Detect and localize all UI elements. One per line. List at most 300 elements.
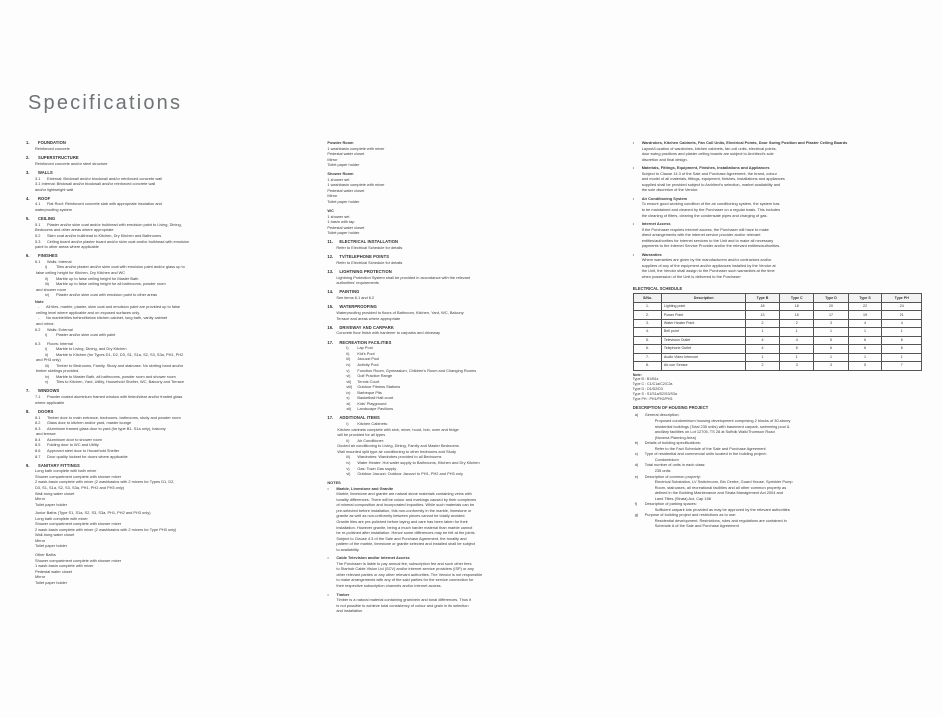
sanitary-block (327, 208, 614, 236)
spec-line-continuation: and terrace (36, 431, 56, 437)
description-item-marker: c) (634, 451, 638, 457)
sanitary-block-heading: Shower Room (327, 171, 354, 177)
table-cell: 1 (848, 328, 882, 336)
sanitary-block-line: Mirror (327, 156, 338, 162)
spec-line-marker: i) (346, 421, 349, 427)
schedule-legend-title: Note: (632, 372, 642, 377)
spec-line-text: 3.1 Internal: Brickwall and/or blockwall and/or reinforced concrete wall (35, 181, 156, 187)
disclaimer-text: suppliers of any of the equipment and/or appliances installed by the Vendor at (641, 262, 776, 268)
spec-line-text: Toilet paper holder (35, 579, 68, 585)
spec-line-marker: 8.6 (35, 447, 41, 453)
note-body (336, 592, 614, 614)
spec-line-text: Glass door to kitchen and/or yard, master lounge (47, 420, 132, 426)
spec-section-number: 11. (327, 239, 334, 245)
note-text: The Purchaser is liable to pay annual fee, subscription fee and such other fees (336, 560, 472, 566)
table-cell: 1 (882, 353, 922, 361)
spec-section-title: WATERPROOFING (339, 304, 377, 310)
table-header-cell: Type D (814, 294, 848, 302)
spec-line-marker: v) (346, 465, 350, 471)
table-cell: 4 (882, 319, 922, 327)
disclaimer-text: Where warranties are given by the manufacturers and/or contractors and/or (641, 257, 772, 263)
table-cell: 1 (814, 328, 848, 336)
spec-line-marker: ii) (346, 437, 350, 443)
note-text: Marble, limestone and granite are natural stone materials containing veins with (336, 491, 472, 497)
note-spacer (327, 614, 614, 617)
disclaimer-title: Warranties (641, 251, 662, 257)
sanitary-block-line: Toilet paper holder (327, 162, 360, 168)
spec-line-text: Ceiling board and/or plaster board and/or skim coat and/or bulkhead with emulsion (47, 238, 190, 244)
table-cell: 1 (780, 328, 814, 336)
page-title: Specifications (28, 92, 183, 114)
schedule-legend-line: Type PH : PH1/PH2/PH3 (632, 396, 673, 401)
spec-line-text: paint to other areas where applicable (35, 244, 99, 250)
disclaimer-text: when possession of the Unit is delivered to the Purchaser (641, 274, 741, 280)
table-cell: 15 (780, 311, 814, 319)
spec-line (327, 471, 614, 477)
spec-line-text: Marble to Master Bath, all bathrooms, powder room and shower room (56, 373, 176, 379)
note-title: Marble, Limestone and Granite (336, 485, 394, 491)
spec-line-marker: ii) (45, 275, 49, 281)
description-item (633, 451, 922, 462)
spec-section-title: LIGHTNING PROTECTION (339, 268, 392, 274)
sanitary-block-line: Toilet paper holder (327, 198, 360, 204)
spec-note-heading: Note (35, 298, 44, 304)
spec-section-number: 12. (327, 254, 334, 260)
spec-line-text: Shower compartment complete with shower mixer (35, 557, 122, 563)
table-row (633, 319, 921, 327)
table-cell: 4 (848, 319, 882, 327)
table-cell: 3 (814, 319, 848, 327)
table-cell: 1 (848, 353, 882, 361)
disclaimer-text: Layout/Location of wardrobes, kitchen cabinets, fan coil units, electrical points, (641, 145, 777, 151)
disclaimer-title: Wardrobes, Kitchen Cabinets, Fan Coil Units, Electrical Points, Door Swing Position and Plaster Ceiling Boards (641, 140, 848, 145)
spec-line-text: Activity Pool (357, 361, 379, 367)
disclaimer-spacer (633, 280, 922, 283)
table-cell: Television Outlet (662, 336, 745, 344)
spec-line-text: Folding door to WC and Utility (47, 442, 99, 448)
disclaimer-text: Subject to Clause 14.3 of the Sale and Purchase Agreement, the brand, colour (641, 170, 777, 176)
spec-section (327, 269, 614, 286)
description-item-body (645, 412, 922, 440)
spec-line-continuation: Wall mounted split type air conditioning to other bedrooms and Study (337, 448, 456, 454)
spec-line-marker: i) (45, 332, 48, 338)
spec-section (26, 196, 309, 213)
spec-line-text: Walls: Internal (47, 258, 72, 264)
spec-line-text: Pedestal water closet (35, 568, 72, 574)
sanitary-block-heading: WC (327, 208, 334, 214)
disclaimer-item (633, 252, 922, 280)
spec-line-continuation: and mirror. (36, 320, 55, 326)
spec-line-text: Air Conditioner: (357, 437, 385, 443)
spec-line-text: Terrace and areas where appropriate (336, 315, 401, 321)
spec-section (26, 140, 309, 151)
table-cell: 5 (848, 362, 882, 370)
spec-line-text: Lap Pool (357, 345, 373, 351)
table-cell: 5 (780, 345, 814, 353)
note-text: Timber is a natural material containing grain/vein and tonal differences. Thus it (336, 597, 472, 603)
spec-line-marker: 8.5 (35, 442, 41, 448)
description-item-title: Description of common property: (644, 473, 701, 479)
spec-line-text: Outdoor Jacuzzi: Outdoor Jacuzzi to PH1, PH2 and PH3 only (357, 471, 463, 477)
description-item (633, 474, 922, 502)
description-item (633, 440, 922, 451)
housing-description-title: DESCRIPTION OF HOUSING PROJECT (632, 404, 709, 410)
table-row (633, 311, 921, 319)
note-text: pattern of the marble, limestone or granite selected and installed shall be subject (336, 541, 475, 547)
spec-line-text: waterproofing system (35, 207, 72, 213)
spec-line (327, 421, 614, 427)
disclaimer-body (642, 196, 922, 218)
note-item (327, 592, 614, 614)
spec-line-marker: ix) (346, 389, 351, 395)
spec-line-marker: iii) (346, 454, 351, 460)
table-cell: 1 (780, 353, 814, 361)
sanitary-block-line: 1 shower set (327, 213, 350, 219)
spec-line-text: Function Room, Gymnasium, Children's Room and Changing Rooms (357, 367, 477, 373)
sanitary-block-line: 1 washbasin complete with mixer (327, 182, 385, 188)
note-text: pre-selected before installation, this non-conformity in the marble, limestone or (336, 507, 472, 513)
note-text: of mineral composition and incorporated impurities. While such materials can be (336, 502, 475, 508)
disclaimer-text: If the Purchaser requires internet access, the Purchaser will have to make (641, 226, 769, 232)
spec-line-text: Long bath complete with mixer (35, 515, 88, 521)
table-row (633, 328, 921, 336)
note-body (336, 486, 614, 553)
description-item-title: General description: (644, 412, 680, 418)
note-text: be re-polished after installation. Hence some differences may be felt at the joints. (336, 530, 476, 536)
bullet-icon: • (632, 140, 635, 145)
spec-section (327, 325, 614, 336)
spec-line-marker: 8.2 (35, 420, 41, 426)
spec-line (26, 292, 309, 298)
spec-line-text: Toilet paper holder (35, 543, 68, 549)
disclaimer-item (633, 221, 922, 249)
spec-section (26, 388, 309, 405)
spec-section-number: 14. (327, 289, 334, 295)
table-cell: 2. (633, 311, 662, 319)
table-cell: 22 (848, 302, 882, 310)
disclaimer-text: the sole discretion of the Vendor. (641, 187, 699, 193)
disclaimer-body (642, 140, 922, 162)
spec-section-title: SANITARY FITTINGS (38, 462, 80, 468)
description-item-title: Purpose of building project and restrictions as to use: (644, 512, 737, 518)
spec-line-marker: 5.3 (35, 238, 41, 244)
dash-marker: - (38, 304, 40, 310)
spec-line-text: Tennis Court (357, 378, 380, 384)
description-item-marker: a) (634, 412, 639, 418)
table-cell: 4 (745, 336, 779, 344)
sanitary-block (327, 171, 614, 204)
disclaimer-text: and model of all materials, fittings, equipment, finishes, installations and appliances (641, 176, 785, 182)
disclaimer-text: to be maintained and cleaned by the Purchaser on a regular basis. This includes (641, 207, 781, 213)
spec-line-text: Marble to Living, Dining, and Dry Kitchen (56, 346, 127, 352)
spec-line-marker: 8.7 (35, 453, 41, 459)
spec-line-marker: iv) (346, 361, 351, 367)
spec-line (26, 426, 309, 432)
spec-section (26, 155, 309, 166)
spec-line-text: Refer to Electrical Schedule for details (336, 259, 403, 265)
spec-line-text: Walls: External (47, 326, 73, 332)
table-cell: Water Heater Point (662, 319, 745, 327)
description-item-marker: g) (634, 512, 639, 518)
spec-line-text: External: Brickwall and/or blockwall and/or reinforced concrete wall (47, 175, 163, 181)
description-item-body (645, 440, 922, 451)
spec-line-continuation: and PH3 only) (36, 357, 61, 363)
note-text: Subject to Clause 4.3 of the Sale and Purchase Agreement, the tonality and (336, 535, 467, 541)
bullet-icon: • (327, 591, 329, 597)
spec-line-text: Mirror (35, 496, 46, 502)
spec-line-marker: iii) (45, 362, 49, 368)
electrical-schedule-title: ELECTRICAL SCHEDULE (632, 285, 683, 291)
spec-line-marker: 6.2 (35, 326, 41, 332)
spec-line-marker: iv) (45, 292, 50, 298)
spec-line-text: Marble to Kitchen (for Types D1, D2, D3, S1, S1a, S2, S3, S3a, PH1, PH2 (56, 351, 184, 357)
spec-line-text: Timber door to main entrance, bedrooms, bathrooms, study and powder room (47, 414, 181, 420)
disclaimer-text: entities/authorities for internet services to the Unit and to make all necessary (641, 237, 774, 243)
spec-section-number: 1. (26, 140, 30, 145)
spec-section-number: 6. (26, 253, 30, 259)
bullet-icon: • (632, 221, 635, 227)
disclaimer-body (642, 165, 922, 193)
spec-line-text: Other Baths (35, 552, 56, 558)
spec-note-text: No marble/tiles behind/below kitchen cabinet, long bath, vanity cabinet (46, 315, 168, 321)
table-cell: 8. (633, 362, 662, 370)
spec-line-marker: ii) (45, 351, 49, 357)
bullet-icon: • (632, 251, 635, 257)
spec-line-marker: 8.3 (35, 425, 41, 431)
spec-section (26, 253, 309, 385)
spec-line-text: Tiles and/or plaster and/or skim coat with emulsion paint and/or glass up to (56, 264, 185, 270)
spec-section-number: 7. (26, 388, 30, 394)
spec-section-number: 2. (26, 154, 30, 160)
spec-line-continuation: timber skirtings provided. (36, 368, 80, 374)
spec-line-text: Wall-hung water closet (35, 532, 75, 538)
spec-line-marker: 5.1 (35, 221, 41, 227)
table-cell: 2 (745, 362, 779, 370)
spec-section (26, 216, 309, 250)
sanitary-block-line: Toilet paper holder (327, 230, 360, 236)
spec-section-number: 16. (327, 324, 334, 330)
spec-section-number: 17. (327, 339, 334, 345)
spec-line-text: and/or lightweight wall (35, 186, 74, 192)
disclaimer-item (633, 165, 922, 193)
spec-line-continuation: Kitchen cabinets complete with sink, mixer, hood, hob, oven and fridge (337, 426, 459, 432)
right-column (633, 140, 922, 529)
table-cell: 3 (814, 362, 848, 370)
spec-line-text: Lightning Protection System shall be provided in accordance with the relevant (336, 274, 471, 280)
spec-line-text: Basketball Half-court (357, 395, 394, 401)
spec-section-title: ROOF (38, 195, 51, 201)
spec-line-text: Plaster and/or skim coat and/or bulkhead with emulsion paint to Living, Dining, (47, 221, 182, 227)
description-item-body (645, 462, 922, 473)
spec-line-marker: x) (346, 395, 350, 401)
disclaimer-text: direct arrangements with the internet service provider and/or relevant (641, 232, 761, 238)
table-cell: Bell point (662, 328, 745, 336)
description-item-marker: f) (634, 501, 638, 507)
spec-line-marker: 3.1 (35, 175, 41, 181)
spec-line-continuation: will be provided for all types (337, 432, 386, 438)
disclaimer-body (642, 221, 922, 249)
spec-line-text: Kids' Playground (357, 400, 387, 406)
description-item-text: (Novena Planning Area) (654, 434, 696, 440)
disclaimer-text: the cleaning of filters, clearing the condensate pipes and charging of gas. (641, 212, 768, 218)
spec-line-text: Plaster and/or skim coat with paint (56, 332, 116, 338)
spec-line-marker: 6.3 (35, 340, 41, 346)
description-item-text: Sufficient carpark lots provided as may be approved by the relevant authorities (654, 506, 790, 512)
table-cell: 24 (882, 302, 922, 310)
table-cell: 2 (745, 319, 779, 327)
table-cell: 3 (780, 362, 814, 370)
spec-line-text: Refer to Electrical Schedule for details (336, 245, 403, 251)
spec-line-marker: 4.1 (35, 201, 41, 207)
table-cell: 21 (882, 311, 922, 319)
spec-section-title: PAINTING (339, 289, 360, 295)
spec-line-marker: 8.1 (35, 414, 41, 420)
description-item-text: Proposed condominium housing development comprising 2 blocks of 30-storey (654, 418, 791, 424)
description-item (633, 462, 922, 473)
spec-line-text: Landscape Pavilions (357, 406, 394, 412)
spec-line-text: Aluminium framed glass door to yard (for type B1, S1a only), balcony (47, 425, 166, 431)
table-cell: 4. (633, 328, 662, 336)
spec-section-title: DRIVEWAY AND CARPARK (339, 324, 394, 330)
spec-line-marker: 8.4 (35, 436, 41, 442)
sanitary-block-line: Mirror (327, 193, 338, 199)
table-cell: Power Point (662, 311, 745, 319)
disclaimer-title: Materials, Fittings, Equipment, Finishes, Installations and Appliances (641, 165, 770, 171)
spec-line-text: Mirror (35, 574, 46, 580)
spec-line-text: Reinforced concrete and/or steel structure (35, 160, 108, 166)
sanitary-block-line: Pedestal water closet (327, 187, 365, 193)
spec-line-text: Aluminium door to shower room (47, 436, 102, 442)
spec-line-marker: v) (45, 379, 49, 385)
spec-section-title: WALLS (38, 169, 53, 175)
description-item-body (645, 512, 922, 529)
note-text: to availability. (336, 546, 360, 552)
spec-section-title: WINDOWS (38, 388, 60, 394)
disclaimer-body (642, 252, 922, 280)
spec-line-marker: i) (45, 264, 48, 270)
spec-section-number: 9. (26, 462, 30, 468)
spec-line-text: Kid's Pool (357, 350, 375, 356)
note-text: other relevant parties or any other relevant authorities. The Vendor is not responsible (336, 571, 483, 577)
note-text: and installation (336, 608, 363, 614)
columns-container (26, 140, 922, 617)
spec-section (327, 239, 614, 250)
description-item-title: Total number of units in each class: (644, 462, 706, 468)
description-item-text: Schedule A of the Sale and Purchase Agreement (654, 523, 739, 529)
spec-line-text: See items 6.1 and 6.2 (336, 295, 375, 301)
spec-section-number: 15. (327, 304, 334, 310)
sanitary-block-line: Pedestal water closet (327, 224, 365, 230)
spec-line-marker: 7.1 (35, 394, 41, 400)
spec-line-text: Flat Roof: Reinforced concrete slab with appropriate insulation and (47, 201, 162, 207)
spec-section-number: 13. (327, 268, 334, 274)
spec-line-continuation: ceiling level where applicable and on exposed surfaces only. (36, 309, 140, 315)
disclaimer-text: the Unit, the Vendor shall assign to the Purchaser such warranties at the time (641, 268, 775, 274)
spec-section (327, 304, 614, 321)
spec-line-text: Barbeque Pits (357, 389, 382, 395)
spec-line-text: 2 wash-basin complete with mixer (2 washbasins with 2 mixers for Types D1, D2, (35, 479, 175, 485)
table-row (633, 362, 921, 370)
disclaimer-text: payments to the Internet Service Provider and/or the relevant entities/authorities. (641, 243, 781, 249)
spec-section (327, 340, 614, 412)
table-cell: 6 (848, 345, 882, 353)
table-header-cell: Type PH (882, 294, 922, 302)
note-text: granite as well as non-uniformity between pieces cannot be totally avoided. (336, 513, 466, 519)
spec-section (327, 254, 614, 265)
note-body (336, 555, 614, 588)
spec-line-text: Mirror (35, 537, 46, 543)
spec-line-marker: iv) (45, 373, 50, 379)
spec-line-marker: iii) (45, 281, 49, 287)
table-cell: 1 (814, 353, 848, 361)
spec-line-text: Long bath complete with bath mixer (35, 468, 97, 474)
spec-section-title: FINISHES (38, 253, 58, 259)
spec-line-marker: iii) (346, 356, 351, 362)
spec-section (327, 415, 614, 476)
table-cell: 1. (633, 302, 662, 310)
spec-line-marker: iv) (346, 460, 351, 466)
spec-line-marker: i) (346, 345, 349, 351)
note-text: Granite tiles are pre-polished before laying and care has been taken for their (336, 518, 468, 524)
description-item-title: Details of building specifications: (644, 440, 701, 446)
spec-section-heading (26, 155, 309, 161)
table-row (633, 345, 921, 353)
table-cell: 18 (780, 302, 814, 310)
table-cell: 4 (780, 336, 814, 344)
schedule-legend-line: Type B : B1/B1s (632, 377, 659, 382)
description-item-body (645, 501, 922, 512)
table-header-cell: Description (662, 294, 745, 302)
table-header-cell: Type S (848, 294, 882, 302)
table-cell: 6 (848, 336, 882, 344)
spec-section-title: TV/TELEPHONE POINTS (339, 254, 390, 260)
spec-line-text: 2 wash-basin complete with mixer (2 washbasins with 2 mixers for Type PH3 only) (35, 526, 177, 532)
spec-section-heading (26, 140, 309, 146)
description-item-text: defined in the Building Maintenance and Strata Management Act 2004 and (654, 490, 783, 496)
spec-line (26, 394, 309, 400)
spec-section-number: 8. (26, 408, 30, 414)
spec-line-marker: v) (346, 367, 350, 373)
spec-line-text: Toilet paper holder (35, 501, 68, 507)
spec-line-marker: vi) (346, 471, 351, 477)
table-cell: Audio Video Intercom (662, 353, 745, 361)
table-row (633, 336, 921, 344)
note-text: tonality differences. There will be colour and markings caused by their complexes (336, 496, 477, 502)
middle-column (327, 140, 614, 617)
spec-line-text: Marble up to false ceiling height for Master Bath (56, 275, 139, 281)
spec-line-text: D3, S1, S1a, S2, S3, S3a, PH1, PH2 and PH3 only) (35, 485, 125, 491)
spec-line-marker: vii) (346, 378, 352, 384)
spec-note-line (26, 315, 309, 321)
disclaimer-title: Internet Access (641, 221, 671, 227)
description-item-body (645, 451, 922, 462)
table-cell: 4 (745, 345, 779, 353)
spec-line-marker: xii) (346, 406, 352, 412)
note-text: is not possible to achieve total consistency of colour and grain in its selection (336, 602, 469, 608)
schedule-legend-line: Type S : S1/S1a/S2/S3/S3a (632, 391, 677, 396)
spec-section-title: FOUNDATION (38, 140, 66, 145)
spec-line-text: authorities' requirements (336, 280, 379, 286)
spec-line-text: Tiles to Kitchen, Yard, Utility, Household Shelter, WC, Balcony and Terrace (56, 379, 185, 385)
table-header-row (633, 294, 921, 302)
spec-section-heading (327, 269, 614, 275)
spec-line (327, 406, 614, 412)
description-item-text: residential buildings (Total 235 units) with basement carpark, swimming pool & (654, 423, 790, 429)
table-cell: Air-con Sensor (662, 362, 745, 370)
spec-line-marker: viii) (346, 384, 353, 390)
note-text: to Starhub Cable Vision Ltd (SCV) and/or internet service providers (ISP) or any (336, 566, 474, 572)
description-item-text: Residential development. Restrictions, rules and regulations are contained in (654, 517, 787, 523)
